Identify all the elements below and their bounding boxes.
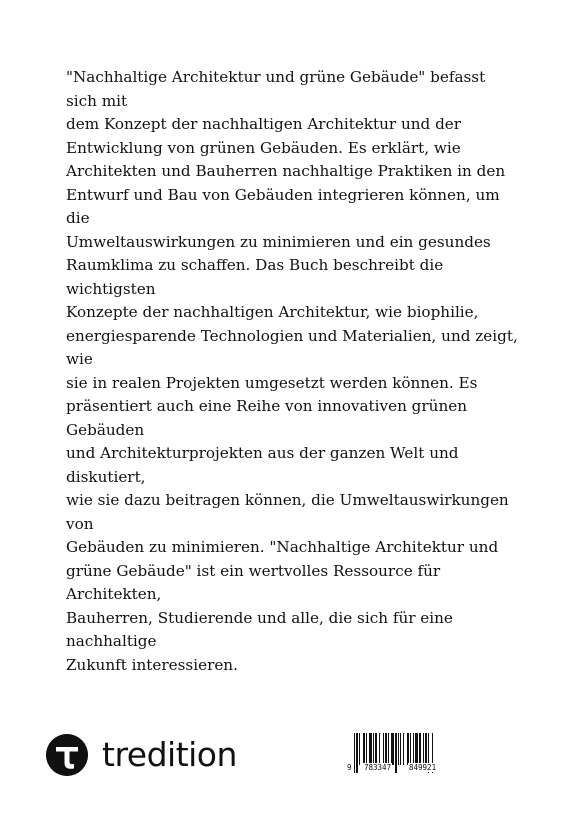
barcode-bar: [383, 733, 384, 765]
barcode-bar: [423, 733, 424, 765]
barcode-bar: [419, 733, 421, 765]
barcode-bar: [398, 733, 399, 765]
barcode-left-group: 783347: [364, 763, 392, 772]
barcode-bar: [385, 733, 387, 765]
barcode-bar: [403, 733, 404, 765]
barcode-bar: [356, 733, 358, 773]
back-cover-blurb: "Nachhaltige Architektur und grüne Gebäude" befasst sich mit dem Konzept der nachhaltigen Architektur und der Entwicklung von grünen Gebäuden. Es erklärt, wie Architekten und Bauherren nachhaltige Praktiken in den Entwurf und Bau von Gebäuden integrieren können, um die Umweltauswirkungen zu minimieren und ein gesundes Raumklima zu schaffen. Das Buch beschreibt die wichtigsten Konzepte der nachhaltigen Architektur, wie biophilie, energiesparende Technologien und Materialien, und zeigt, wie sie in realen Projekten umgesetzt werden können. Es präsentiert auch eine Reihe von innovativen grünen Gebäuden und Architekturprojekten aus der ganzen Welt und diskutiert, wie sie dazu beitragen können, die Umweltauswirkungen von Gebäuden zu minimieren. "Nachhaltige Architektur und grüne Gebäude" ist ein wertvolles Ressource für Architekten, Bauherren, Studierende und alle, die sich für eine nachhaltige Zukunft interessieren.: [66, 68, 518, 674]
barcode-bar: [410, 733, 411, 765]
barcode-bar: [425, 733, 427, 765]
tredition-logo-icon: [46, 734, 88, 776]
barcode-bar: [359, 733, 360, 765]
barcode-bar: [400, 733, 401, 765]
publisher-name: tredition: [102, 735, 237, 774]
barcode-bar: [354, 733, 355, 773]
barcode-bar: [363, 733, 365, 765]
barcode-bar: [373, 733, 374, 765]
barcode-bar: [369, 733, 372, 765]
barcode-lead-digit: 9: [347, 763, 352, 772]
barcode-bar: [413, 733, 414, 765]
barcode-bar: [391, 733, 394, 765]
barcode-right-group: 849921: [409, 763, 437, 772]
barcode-bar: [366, 733, 367, 765]
isbn-barcode: [346, 733, 450, 777]
barcode-bar: [379, 733, 380, 765]
publisher-logo: [46, 734, 237, 776]
barcode-bar: [388, 733, 389, 765]
barcode-bar: [415, 733, 418, 765]
barcode-bar: [395, 733, 397, 773]
barcode-bar: [375, 733, 377, 765]
barcode-bar: [407, 733, 409, 765]
